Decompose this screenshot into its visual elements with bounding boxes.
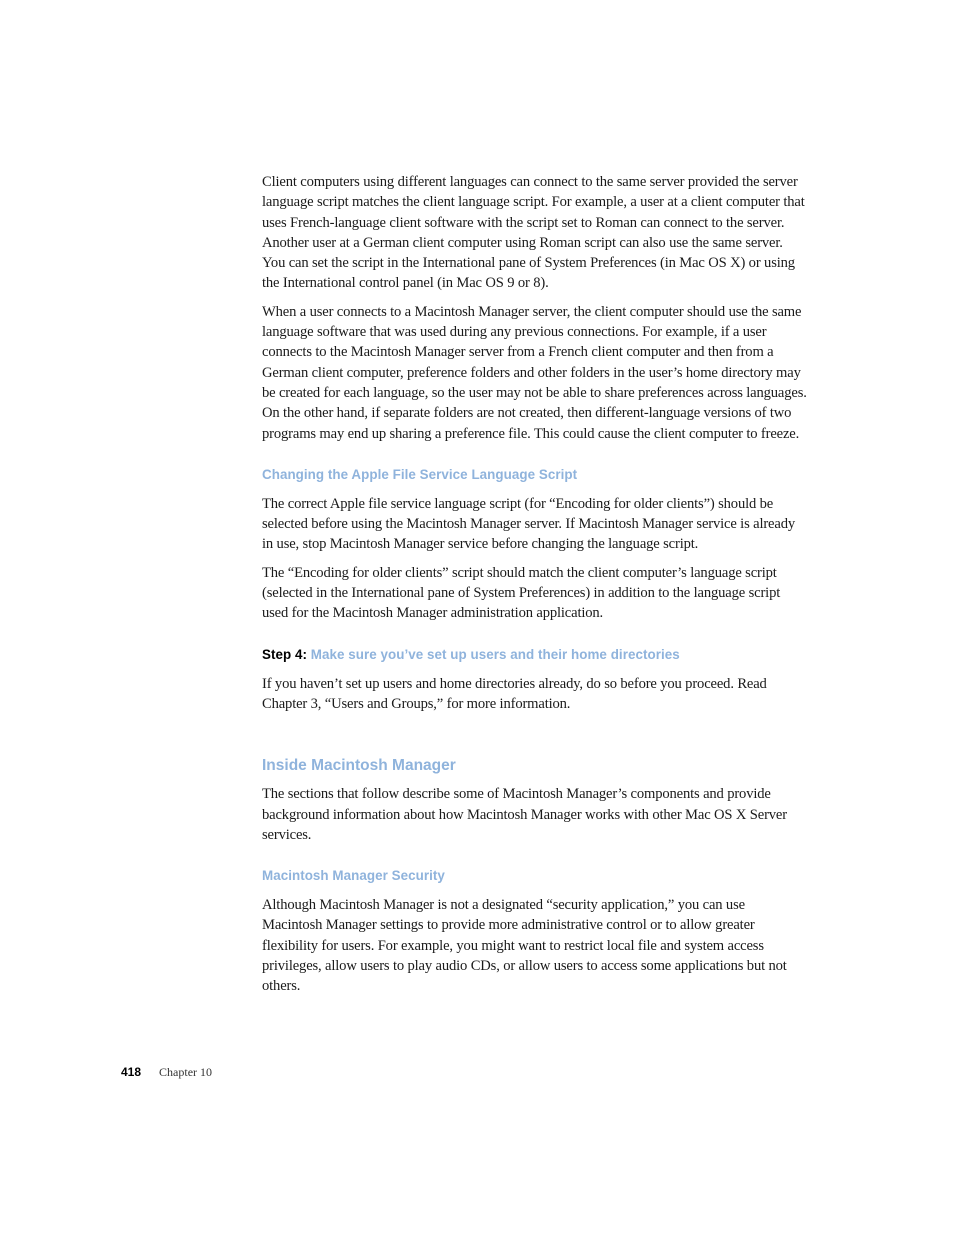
language-script-paragraph-2: The “Encoding for older clients” script should match the client computer’s language script (selected in the International pane of System Preferences) in addition to the language script used for the Macintosh Manager administration application. [262,564,781,622]
page-content [262,172,807,1005]
page-number: 418 [121,1065,142,1079]
page-footer [121,1063,212,1081]
step4-label: Step 4: [262,646,307,662]
step4-heading [262,646,807,664]
language-script-paragraph-1: The correct Apple file service language script (for “Encoding for older clients”) should be selected before using the Macintosh Manager server. If Macintosh Manager service is already in use, stop Macintosh Manager service before changing the language script. [262,495,796,553]
language-script-heading: Changing the Apple File Service Language Script [262,466,578,482]
chapter-label: Chapter 10 [159,1065,213,1079]
inside-heading: Inside Macintosh Manager [262,757,456,775]
intro-paragraph-2: When a user connects to a Macintosh Manager server, the client computer should use the same language software that was used during any previous connections. For example, if a user connects to the Macintosh Manager server from a French client computer and then from a German client computer, preference folders and other folders in the user’s home directory may be created for each language, so the user may not be able to share preferences across languages. On the other hand, if separate folders are not created, then different-language versions of two programs may end up sharing a preference file. This could cause the client computer to freeze. [262,303,807,442]
intro-paragraph-1: Client computers using different languages can connect to the same server provided the server language script matches the client language script. For example, a user at a client computer that uses French-language client software with the script set to Roman can connect to the server. Another user at a German client computer using Roman script can also use the same server. You can set the script in the International pane of System Preferences (in Mac OS X) or using the International control panel (in Mac OS 9 or 8). [262,174,805,292]
security-paragraph: Although Macintosh Manager is not a designated “security application,” you can use Macintosh Manager settings to provide more administrative control or to allow greater flexibility for users. For example, you might want to restrict local file and system access privileges, allow users to play audio CDs, or allow users to access some applications but not others. [262,897,787,995]
security-heading: Macintosh Manager Security [262,868,445,884]
step4-paragraph: If you haven’t set up users and home directories already, do so before you proceed. Read Chapter 3, “Users and Groups,” for more information. [262,675,767,712]
step4-title: Make sure you’ve set up users and their home directories [310,646,680,662]
inside-paragraph: The sections that follow describe some of Macintosh Manager’s components and provide background information about how Macintosh Manager works with other Mac OS X Server services. [262,786,787,843]
